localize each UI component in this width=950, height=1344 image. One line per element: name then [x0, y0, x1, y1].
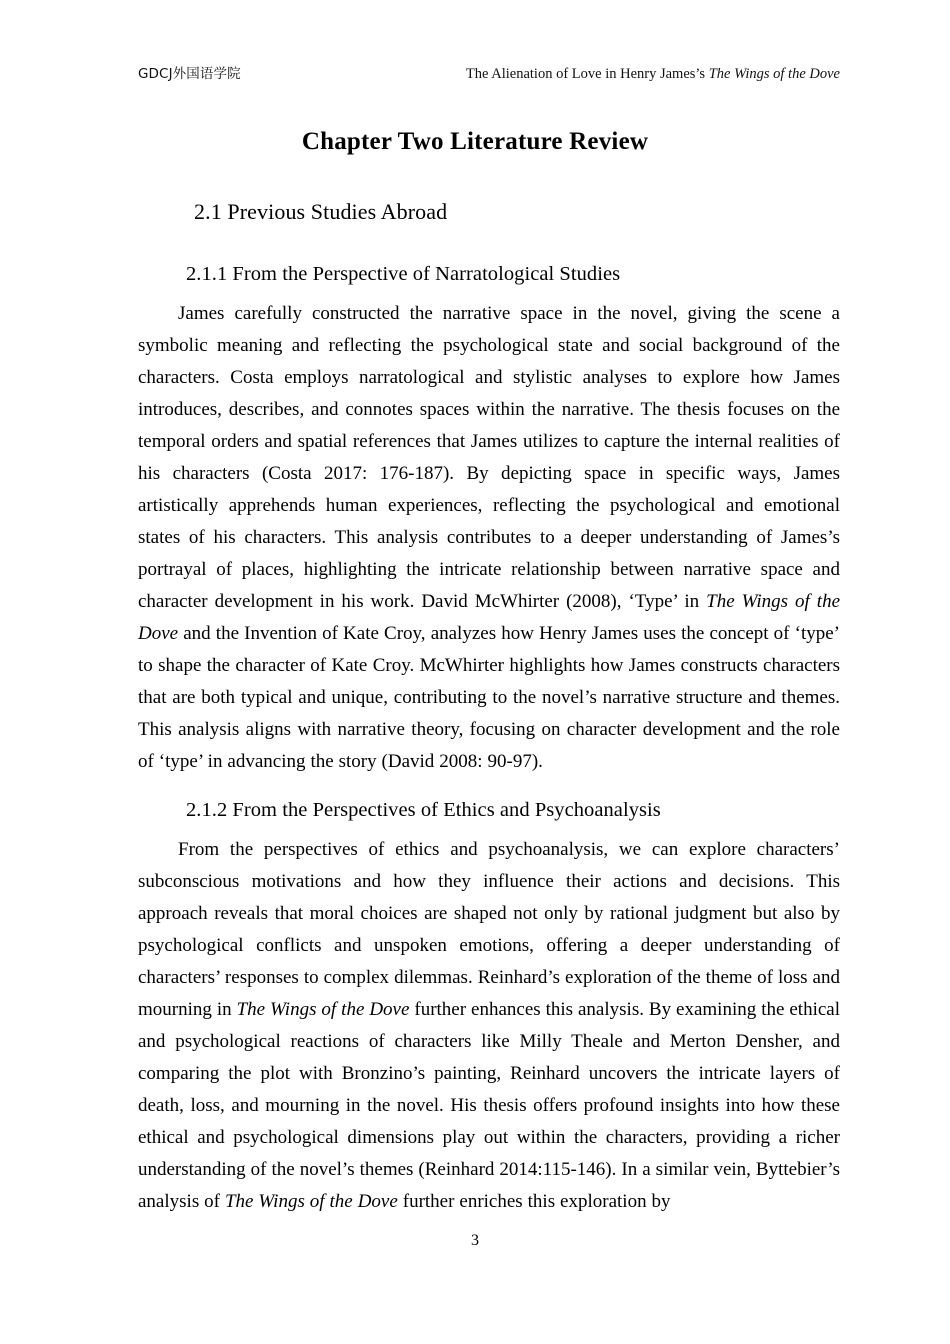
document-content — [138, 196, 840, 1218]
section-heading-2-1-1: 2.1.1 From the Perspective of Narratological Studies — [186, 263, 621, 285]
heading-spacer — [138, 826, 840, 834]
inline-book-title: The Wings of the Dove — [138, 591, 841, 644]
paragraph-text-segment: James carefully constructed the narrative space in the novel, giving the scene a symbolic meaning and reflecting the psychological state and social background of the characters. Costa employs narratological and stylistic analyses to explore how James introduces, describes, and connotes spaces within the narrative. The thesis focuses on the temporal orders and spatial references that James utilizes to capture the internal realities of his characters (Costa 2017: 176-187). By depicting space in specific ways, James artistically apprehends human experiences, reflecting the psychological and emotional states of his characters. This analysis contributes to a deeper understanding of James’s portrayal of places, highlighting the intricate relationship between narrative space and character development in his work. David McWhirter (2008), ‘Type’ in — [138, 303, 840, 612]
paragraph-narratological-studies — [138, 298, 840, 778]
header-thesis-title — [466, 66, 840, 83]
paragraph-text-segment: From the perspectives of ethics and psychoanalysis, we can explore characters’ subconscious motivations and how they influence their actions and decisions. This approach reveals that moral choices are shaped not only by rational judgment but also by psychological conflicts and unspoken emotions, offering a deeper understanding of characters’ responses to complex dilemmas. Reinhard’s exploration of the theme of loss and mourning in — [138, 839, 840, 1020]
paragraph-text-segment: further enriches this exploration by — [397, 1191, 671, 1212]
section-heading-2-1-2: 2.1.2 From the Perspectives of Ethics and Psychoanalysis — [186, 799, 661, 821]
inline-book-title: The Wings of the Dove — [236, 999, 410, 1020]
running-header — [138, 62, 840, 88]
section-heading-2-1: 2.1 Previous Studies Abroad — [194, 199, 448, 224]
heading-spacer — [138, 228, 840, 258]
inline-book-title: The Wings of the Dove — [224, 1191, 398, 1212]
paragraph-text-segment: and the Invention of Kate Croy, analyzes how Henry James uses the concept of ‘type’ to shape the character of Kate Croy. McWhirter highlights how James constructs characters that are both typical and unique, contributing to the novel’s narrative structure and themes. This analysis aligns with narrative theory, focusing on character development and the role of ‘type’ in advancing the story (David 2008: 90-97). — [138, 623, 840, 772]
heading-spacer — [138, 290, 840, 298]
page-number: 3 — [471, 1232, 479, 1249]
chapter-title: Chapter Two Literature Review — [301, 128, 649, 155]
paragraph-text-segment: further enhances this analysis. By examining the ethical and psychological reactions of characters like Milly Theale and Merton Densher, and comparing the plot with Bronzino’s painting, Reinhard uncovers the intricate layers of death, loss, and mourning in the novel. His thesis offers profound insights into how these ethical and psychological dimensions play out within the characters, providing a richer understanding of the novel’s themes (Reinhard 2014:115-146). In a similar vein, Byttebier’s analysis of — [138, 999, 840, 1212]
header-title-text: The Alienation of Love in Henry James’s — [465, 66, 709, 82]
paragraph-ethics-psychoanalysis — [138, 834, 840, 1218]
header-institution-name: GDCJ外国语学院 — [138, 66, 241, 82]
paragraph-spacer — [138, 778, 840, 794]
header-book-title: The Wings of the Dove — [708, 66, 840, 82]
